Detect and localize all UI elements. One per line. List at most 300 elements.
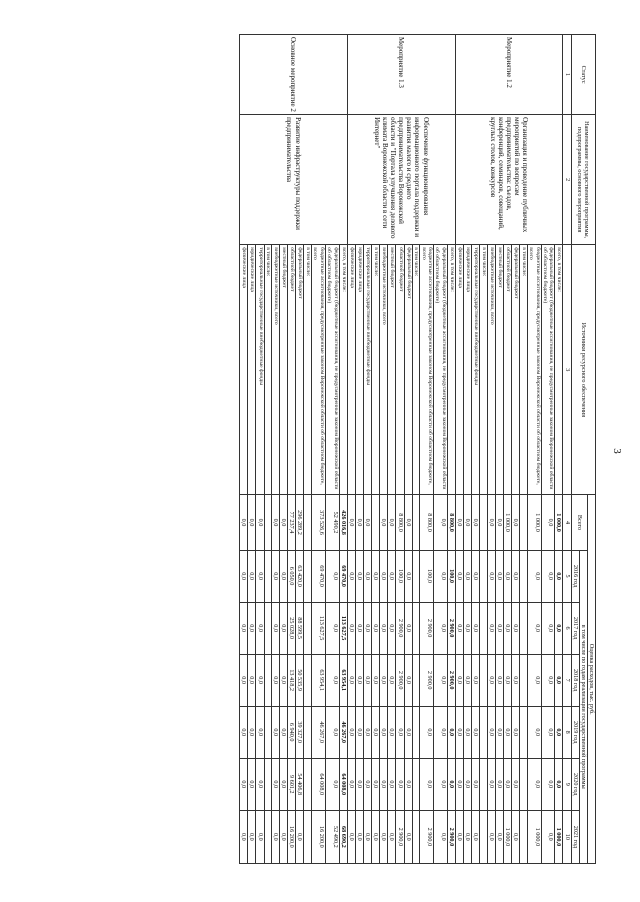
value-year: 0,0 — [240, 602, 248, 654]
value-year: 0,0 — [455, 654, 463, 706]
value-year: 0,0 — [280, 810, 288, 863]
value-year — [520, 550, 527, 602]
value-year: 2 900,0 — [396, 602, 404, 654]
value-year: 16 200,0 — [288, 810, 296, 863]
header-status: Статус — [571, 35, 595, 115]
value-total: 0,0 — [248, 495, 256, 550]
funding-source: всего, в том числе: — [447, 245, 455, 495]
value-year: 0,0 — [380, 810, 388, 863]
value-year — [264, 706, 271, 758]
value-year: 0,0 — [434, 654, 448, 706]
value-year: 0,0 — [372, 654, 380, 706]
value-total: 8 800,0 — [447, 495, 455, 550]
value-total — [304, 495, 311, 550]
value-year: 0,0 — [388, 654, 396, 706]
funding-source: внебюджетные источники, всего — [380, 245, 388, 495]
value-total: 0,0 — [256, 495, 264, 550]
value-total: 0,0 — [455, 495, 463, 550]
value-year: 0,0 — [240, 706, 248, 758]
value-year: 0,0 — [495, 654, 503, 706]
value-year: 0,0 — [248, 550, 256, 602]
value-year: 100,0 — [447, 550, 455, 602]
value-total: 0,0 — [280, 495, 288, 550]
value-year: 0,0 — [487, 706, 495, 758]
column-number: 9 — [563, 758, 571, 810]
value-year: 1 000,0 — [504, 810, 512, 863]
value-year: 100,0 — [396, 550, 404, 602]
value-total: 0,0 — [472, 495, 480, 550]
value-year: 2 900,0 — [447, 654, 455, 706]
value-total: 296 289,2 — [296, 495, 304, 550]
value-year: 0,0 — [434, 758, 448, 810]
value-year: 64 008,0 — [311, 758, 325, 810]
funding-source: бюджетные ассигнования, предусмотренные законом Воронежской области об областном бюджете, всего — [311, 245, 325, 495]
value-year: 0,0 — [512, 654, 520, 706]
header-year: 2018 год — [571, 654, 579, 706]
value-total: 8 800,0 — [396, 495, 404, 550]
value-year: 113 627,5 — [339, 602, 347, 654]
value-total: 0,0 — [380, 495, 388, 550]
value-year: 46 267,0 — [339, 706, 347, 758]
value-total: 0,0 — [464, 495, 472, 550]
row-status: Основное мероприятие 2 — [240, 35, 348, 115]
value-year: 0,0 — [495, 706, 503, 758]
value-year: 0,0 — [355, 602, 363, 654]
value-year — [412, 758, 419, 810]
column-number: 5 — [563, 550, 571, 602]
value-year: 0,0 — [272, 550, 280, 602]
value-total: 77 237,4 — [288, 495, 296, 550]
value-year: 0,0 — [541, 654, 555, 706]
value-year — [412, 550, 419, 602]
value-year: 0,0 — [372, 550, 380, 602]
header-total: Всего — [571, 495, 587, 550]
budget-table-rotated — [76, 34, 596, 864]
value-year: 39 327,0 — [296, 706, 304, 758]
row-status: Мероприятие 1.3 — [347, 35, 455, 115]
value-year: 50 535,9 — [296, 654, 304, 706]
value-year: 0,0 — [248, 810, 256, 863]
value-year: 25 028,0 — [288, 602, 296, 654]
value-year — [480, 758, 487, 810]
value-year — [520, 758, 527, 810]
table-row — [339, 35, 347, 864]
value-year: 9 601,2 — [288, 758, 296, 810]
header-year: 2016 год — [571, 550, 579, 602]
value-year: 6 050,0 — [288, 550, 296, 602]
value-total — [520, 495, 527, 550]
value-year: 0,0 — [272, 758, 280, 810]
value-year — [304, 550, 311, 602]
value-year: 0,0 — [487, 758, 495, 810]
value-total: 0,0 — [240, 495, 248, 550]
value-total: 0,0 — [404, 495, 412, 550]
value-year: 100,0 — [420, 550, 434, 602]
funding-source: территориальные государственные внебюджетные фонды — [472, 245, 480, 495]
value-year: 0,0 — [372, 706, 380, 758]
value-year: 0,0 — [325, 654, 339, 706]
value-total: 0,0 — [487, 495, 495, 550]
funding-source: бюджетные ассигнования, предусмотренные законом Воронежской области об областном бюджете, всего — [527, 245, 541, 495]
value-year: 0,0 — [280, 758, 288, 810]
value-year: 0,0 — [527, 654, 541, 706]
value-total: 0,0 — [434, 495, 448, 550]
value-year: 2 900,0 — [420, 602, 434, 654]
value-year: 0,0 — [472, 602, 480, 654]
value-year: 0,0 — [272, 706, 280, 758]
value-year: 2 900,0 — [396, 810, 404, 863]
value-year: 1 000,0 — [555, 810, 563, 863]
value-year: 13 418,2 — [288, 654, 296, 706]
value-year: 0,0 — [472, 758, 480, 810]
value-total: 1 000,0 — [527, 495, 541, 550]
value-year: 0,0 — [404, 810, 412, 863]
value-year: 0,0 — [512, 602, 520, 654]
value-year: 0,0 — [256, 810, 264, 863]
value-total: 0,0 — [363, 495, 371, 550]
value-year — [304, 654, 311, 706]
value-year: 0,0 — [512, 550, 520, 602]
value-year — [480, 706, 487, 758]
value-year: 0,0 — [555, 654, 563, 706]
value-year: 0,0 — [388, 706, 396, 758]
value-year — [304, 810, 311, 863]
funding-source: в том числе: — [304, 245, 311, 495]
value-year — [304, 706, 311, 758]
header-year: 2019 год — [571, 706, 579, 758]
funding-source: юридические лица — [464, 245, 472, 495]
value-year: 0,0 — [555, 758, 563, 810]
value-year: 0,0 — [363, 654, 371, 706]
value-year: 0,0 — [347, 550, 355, 602]
column-number: 7 — [563, 654, 571, 706]
value-year: 0,0 — [404, 550, 412, 602]
column-number: 1 — [563, 35, 571, 115]
value-total — [372, 495, 380, 550]
funding-source: местный бюджет — [495, 245, 503, 495]
value-year: 0,0 — [434, 550, 448, 602]
value-year: 0,0 — [404, 654, 412, 706]
value-year: 0,0 — [372, 810, 380, 863]
value-year — [480, 654, 487, 706]
value-year: 69 470,0 — [339, 550, 347, 602]
funding-source: федеральный бюджет (бюджетные ассигнования, не предусмотренные законом Воронежской области об областном бюджете) — [325, 245, 339, 495]
value-year: 0,0 — [372, 758, 380, 810]
value-year: 63 420,0 — [296, 550, 304, 602]
funding-source: внебюджетные источники, всего — [272, 245, 280, 495]
funding-source: местный бюджет — [280, 245, 288, 495]
value-year — [412, 602, 419, 654]
value-year: 0,0 — [495, 810, 503, 863]
value-year: 0,0 — [512, 706, 520, 758]
value-year: 0,0 — [256, 758, 264, 810]
value-year: 0,0 — [256, 602, 264, 654]
header-year: 2020 год — [571, 758, 579, 810]
funding-source: областной бюджет — [396, 245, 404, 495]
value-year: 0,0 — [404, 758, 412, 810]
row-name: Организация и проведение публичных мероприятий по вопросам предпринимательства: съездов, конференций, семинаров, совещаний, круглых столов, конкурсов — [455, 115, 563, 245]
value-year: 0,0 — [240, 654, 248, 706]
value-year: 68 690,2 — [339, 810, 347, 863]
funding-source: территориальные государственные внебюджетные фонды — [256, 245, 264, 495]
value-year: 0,0 — [434, 706, 448, 758]
funding-source: физические лица — [347, 245, 355, 495]
row-status: Мероприятие 1.2 — [455, 35, 563, 115]
value-year: 0,0 — [555, 706, 563, 758]
value-year: 0,0 — [256, 654, 264, 706]
funding-source: всего, в том числе: — [339, 245, 347, 495]
funding-source: территориальные государственные внебюджетные фонды — [363, 245, 371, 495]
value-year: 0,0 — [355, 550, 363, 602]
value-year: 0,0 — [455, 602, 463, 654]
value-year: 0,0 — [363, 706, 371, 758]
value-year: 0,0 — [380, 758, 388, 810]
value-year — [520, 810, 527, 863]
value-year — [412, 810, 419, 863]
value-year: 69 470,0 — [311, 550, 325, 602]
value-year — [264, 758, 271, 810]
value-total: 0,0 — [541, 495, 555, 550]
page-number: 3 — [610, 448, 623, 454]
value-year: 0,0 — [325, 550, 339, 602]
value-year: 63 954,1 — [339, 654, 347, 706]
value-year: 2 900,0 — [396, 654, 404, 706]
value-year: 113 627,5 — [311, 602, 325, 654]
value-year: 0,0 — [420, 758, 434, 810]
value-total: 0,0 — [347, 495, 355, 550]
value-total: 0,0 — [495, 495, 503, 550]
value-year: 0,0 — [527, 550, 541, 602]
header-by-year: в том числе по годам реализации государственной программы — [579, 550, 587, 863]
value-year: 0,0 — [388, 550, 396, 602]
value-year: 0,0 — [504, 706, 512, 758]
value-year — [480, 810, 487, 863]
value-year: 0,0 — [347, 810, 355, 863]
value-year — [520, 602, 527, 654]
funding-source: физические лица — [240, 245, 248, 495]
funding-source: внебюджетные источники, всего — [487, 245, 495, 495]
value-year: 88 599,5 — [296, 602, 304, 654]
value-year: 0,0 — [388, 602, 396, 654]
column-number: 3 — [563, 245, 571, 495]
value-year — [264, 550, 271, 602]
value-year — [480, 602, 487, 654]
funding-source: в том числе: — [372, 245, 380, 495]
value-year: 0,0 — [541, 758, 555, 810]
value-year: 0,0 — [380, 706, 388, 758]
table-row — [555, 35, 563, 864]
value-total: 0,0 — [272, 495, 280, 550]
value-total: 0,0 — [512, 495, 520, 550]
value-year: 6 940,0 — [288, 706, 296, 758]
value-year: 64 008,0 — [339, 758, 347, 810]
value-year: 0,0 — [455, 706, 463, 758]
value-year: 0,0 — [464, 758, 472, 810]
column-number: 2 — [563, 115, 571, 245]
value-year: 0,0 — [380, 550, 388, 602]
value-year: 0,0 — [541, 602, 555, 654]
value-year: 0,0 — [434, 810, 448, 863]
value-year: 0,0 — [363, 602, 371, 654]
value-year: 16 200,0 — [311, 810, 325, 863]
value-year: 0,0 — [447, 706, 455, 758]
value-year: 0,0 — [372, 602, 380, 654]
value-year: 0,0 — [256, 550, 264, 602]
table-row — [447, 35, 455, 864]
value-year: 0,0 — [363, 758, 371, 810]
value-year — [412, 706, 419, 758]
funding-source: федеральный бюджет — [404, 245, 412, 495]
funding-source: в том числе: — [480, 245, 487, 495]
value-year: 2 900,0 — [447, 602, 455, 654]
header-year: 2017 год — [571, 602, 579, 654]
value-year: 0,0 — [504, 550, 512, 602]
value-year: 0,0 — [512, 810, 520, 863]
value-year: 0,0 — [325, 706, 339, 758]
value-year: 0,0 — [347, 706, 355, 758]
value-year: 0,0 — [541, 706, 555, 758]
value-year: 0,0 — [363, 550, 371, 602]
value-total — [264, 495, 271, 550]
value-year: 0,0 — [447, 758, 455, 810]
value-year — [520, 706, 527, 758]
value-year: 52 490,2 — [325, 810, 339, 863]
value-year: 0,0 — [487, 602, 495, 654]
value-year: 0,0 — [296, 810, 304, 863]
value-year: 0,0 — [495, 758, 503, 810]
value-year: 0,0 — [464, 706, 472, 758]
value-year: 54 406,8 — [296, 758, 304, 810]
value-total: 426 016,8 — [339, 495, 347, 550]
value-year: 0,0 — [248, 654, 256, 706]
value-year: 0,0 — [347, 758, 355, 810]
value-total: 8 800,0 — [420, 495, 434, 550]
value-year: 0,0 — [527, 602, 541, 654]
value-year: 0,0 — [280, 706, 288, 758]
value-year: 0,0 — [455, 758, 463, 810]
value-year: 0,0 — [280, 654, 288, 706]
value-year: 0,0 — [404, 602, 412, 654]
value-year: 0,0 — [396, 758, 404, 810]
value-year: 0,0 — [464, 550, 472, 602]
value-year — [264, 810, 271, 863]
value-year: 0,0 — [527, 706, 541, 758]
value-total: 0,0 — [388, 495, 396, 550]
value-year: 0,0 — [363, 810, 371, 863]
value-year: 0,0 — [464, 602, 472, 654]
value-total: 373 526,6 — [311, 495, 325, 550]
column-number: 6 — [563, 602, 571, 654]
value-year: 0,0 — [355, 758, 363, 810]
value-year: 0,0 — [380, 602, 388, 654]
value-year: 0,0 — [380, 654, 388, 706]
value-year: 0,0 — [325, 602, 339, 654]
value-year: 0,0 — [487, 810, 495, 863]
column-number: 8 — [563, 706, 571, 758]
funding-source: областной бюджет — [504, 245, 512, 495]
value-total: 0,0 — [355, 495, 363, 550]
value-year: 2 900,0 — [420, 810, 434, 863]
value-year: 0,0 — [347, 654, 355, 706]
funding-source: местный бюджет — [388, 245, 396, 495]
value-year: 0,0 — [280, 602, 288, 654]
value-year: 0,0 — [355, 706, 363, 758]
value-total: 52 490,2 — [325, 495, 339, 550]
value-year: 0,0 — [464, 654, 472, 706]
value-year: 0,0 — [420, 706, 434, 758]
value-year: 2 900,0 — [447, 810, 455, 863]
header-source: Источники ресурсного обеспечения — [571, 245, 595, 495]
value-year: 0,0 — [248, 706, 256, 758]
value-year: 0,0 — [404, 706, 412, 758]
value-year: 0,0 — [240, 810, 248, 863]
value-year: 0,0 — [272, 810, 280, 863]
funding-source: физические лица — [455, 245, 463, 495]
funding-source: в том числе: — [520, 245, 527, 495]
column-number: 4 — [563, 495, 571, 550]
header-name: Наименование государственной программы, подпрограммы, основного мероприятия — [571, 115, 595, 245]
funding-source: юридические лица — [355, 245, 363, 495]
value-year: 0,0 — [455, 810, 463, 863]
value-total: 1 000,0 — [504, 495, 512, 550]
value-year: 0,0 — [541, 550, 555, 602]
value-year: 0,0 — [355, 810, 363, 863]
value-year — [304, 602, 311, 654]
value-year: 0,0 — [527, 758, 541, 810]
value-year: 0,0 — [272, 602, 280, 654]
value-year: 0,0 — [455, 550, 463, 602]
value-year: 0,0 — [325, 758, 339, 810]
value-year — [520, 654, 527, 706]
funding-source: в том числе: — [264, 245, 271, 495]
value-year: 0,0 — [472, 810, 480, 863]
row-name: Развитие инфраструктуры поддержки предпринимательства — [240, 115, 348, 245]
value-year: 0,0 — [280, 550, 288, 602]
value-year: 46 267,0 — [311, 706, 325, 758]
value-year: 0,0 — [495, 602, 503, 654]
value-year: 0,0 — [388, 810, 396, 863]
value-year: 63 954,1 — [311, 654, 325, 706]
value-year: 0,0 — [487, 550, 495, 602]
value-year: 0,0 — [434, 602, 448, 654]
value-year: 0,0 — [355, 654, 363, 706]
header-estimate: Оценка расходов, тыс. руб. — [587, 495, 595, 864]
value-year — [304, 758, 311, 810]
value-year: 0,0 — [487, 654, 495, 706]
funding-source: федеральный бюджет (бюджетные ассигнования, не предусмотренные законом Воронежской области об областном бюджете) — [541, 245, 555, 495]
value-year: 0,0 — [240, 550, 248, 602]
funding-source: юридические лица — [248, 245, 256, 495]
value-year: 0,0 — [388, 758, 396, 810]
funding-source: федеральный бюджет (бюджетные ассигнования, не предусмотренные законом Воронежской области об областном бюджете) — [434, 245, 448, 495]
value-year — [480, 550, 487, 602]
value-year: 0,0 — [472, 654, 480, 706]
value-year — [264, 654, 271, 706]
funding-source: в том числе: — [412, 245, 419, 495]
value-year: 0,0 — [248, 602, 256, 654]
funding-source: федеральный бюджет — [512, 245, 520, 495]
value-year: 0,0 — [464, 810, 472, 863]
column-number: 10 — [563, 810, 571, 863]
value-year: 0,0 — [396, 706, 404, 758]
value-year: 0,0 — [504, 654, 512, 706]
header-year: 2021 год — [571, 810, 579, 863]
value-year: 0,0 — [512, 758, 520, 810]
funding-source: бюджетные ассигнования, предусмотренные законом Воронежской области об областном бюджете, всего — [420, 245, 434, 495]
value-year: 0,0 — [504, 602, 512, 654]
value-year: 0,0 — [240, 758, 248, 810]
value-year: 0,0 — [504, 758, 512, 810]
